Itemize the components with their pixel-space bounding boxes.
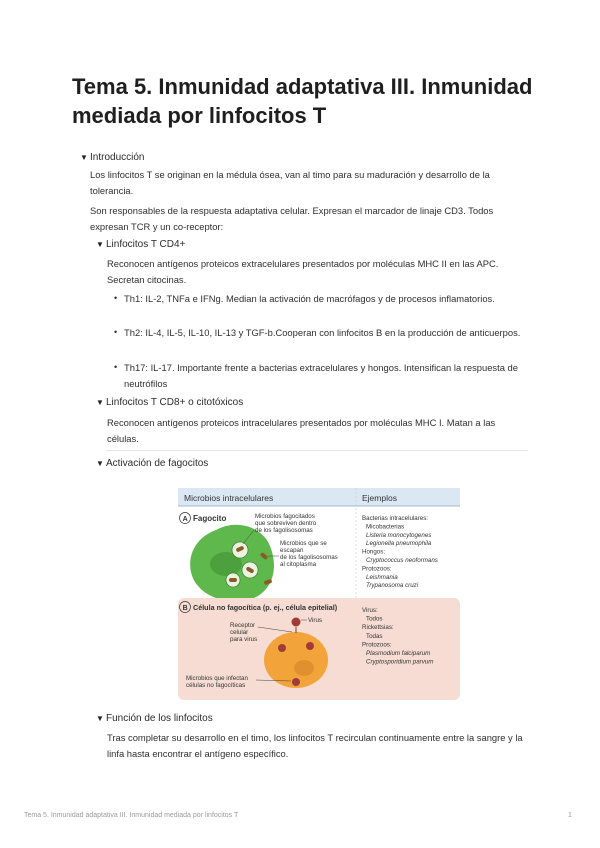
- example-item: Bacterias intracelulares:: [362, 515, 429, 522]
- list-item: • Th1: IL-2, TNFa e IFNg. Median la activación de macrófagos y de procesos inflamatorios.: [124, 291, 524, 307]
- paragraph: Son responsables de la respuesta adaptativa celular. Expresan el marcador de linaje CD3. Todos expresan TCR y un co-receptor:: [90, 205, 494, 232]
- triangle-down-icon: ▼: [96, 459, 104, 468]
- bullet-icon: •: [114, 293, 118, 303]
- panel-a-title: Fagocito: [193, 514, 227, 523]
- triangle-down-icon: ▼: [96, 240, 104, 249]
- microbe-icon: [229, 578, 237, 582]
- example-item: Todos: [366, 615, 383, 623]
- example-item: Virus:: [362, 607, 378, 614]
- example-item: Listeria monocytogenes: [366, 531, 432, 539]
- example-item: Micobacterias: [366, 523, 405, 531]
- figure-header-right: Ejemplos: [362, 493, 397, 503]
- example-item: Plasmodium falciparum: [366, 650, 431, 657]
- page-title: Tema 5. Inmunidad adaptativa III. Inmunidad mediada por linfocitos T: [72, 74, 533, 128]
- triangle-down-icon: ▼: [96, 714, 104, 723]
- bullet-icon: •: [114, 362, 118, 372]
- svg-text:de los fagolisosomas: de los fagolisosomas: [255, 527, 313, 534]
- svg-text:Microbios que infectan: Microbios que infectan: [186, 675, 248, 682]
- virus-icon: [292, 678, 300, 686]
- svg-text:celular: celular: [230, 629, 249, 636]
- paragraph: Reconocen antígenos proteicos intracelulares presentados por moléculas MHC I. Matan a las células.: [107, 417, 496, 444]
- toggle-label: Linfocitos T CD4+: [106, 239, 186, 250]
- svg-text:para virus: para virus: [230, 636, 258, 643]
- figure-header-left: Microbios intracelulares: [184, 493, 274, 503]
- cell-nucleus: [294, 660, 314, 676]
- toggle-introduccion[interactable]: [80, 151, 144, 165]
- intracellular-microbes-figure: [178, 488, 460, 700]
- svg-text:Microbios que se: Microbios que se: [280, 540, 327, 547]
- marker-b: B: [182, 605, 188, 612]
- svg-text:escapan: escapan: [280, 547, 304, 554]
- example-item: Hongos:: [362, 548, 386, 556]
- toggle-label: Activación de fagocitos: [106, 458, 209, 469]
- example-item: Todas: [366, 632, 383, 640]
- virus-icon: [306, 642, 314, 650]
- paragraph: Reconocen antígenos proteicos extracelulares presentados por moléculas MHC II en las APC. Secretan citocinas.: [107, 258, 499, 285]
- toggle-fagocitos[interactable]: [96, 457, 208, 471]
- infect-label: [186, 675, 248, 689]
- example-item: Protozoos:: [362, 565, 392, 573]
- paragraph: Tras completar su desarrollo en el timo, los linfocitos T recirculan continuamente entre la sangre y la linfa hasta encontrar el antígeno específico.: [107, 732, 523, 759]
- toggle-cd8[interactable]: [96, 396, 243, 410]
- svg-text:Receptor: Receptor: [230, 622, 256, 629]
- triangle-down-icon: ▼: [80, 153, 88, 162]
- example-item: Trypanosoma cruzi: [366, 582, 419, 590]
- divider: [106, 450, 528, 451]
- example-item: Cryptosporidium parvum: [366, 658, 434, 666]
- example-item: Protozoos:: [362, 641, 392, 649]
- triangle-down-icon: ▼: [96, 398, 104, 407]
- virus-icon: [292, 618, 301, 627]
- list-item: • Th17: IL-17. Importante frente a bacterias extracelulares y hongos. Intensifican la respuesta de neutrófilos: [114, 362, 518, 389]
- svg-text:que sobreviven dentro: que sobreviven dentro: [255, 520, 317, 527]
- virus-label: Virus: [308, 617, 322, 624]
- example-item: Rickettsias:: [362, 624, 394, 632]
- toggle-label: Función de los linfocitos: [106, 713, 213, 724]
- virus-icon: [278, 644, 286, 652]
- example-item: Cryptococcus neoformans: [366, 557, 438, 564]
- toggle-cd4[interactable]: [96, 238, 185, 252]
- toggle-funcion[interactable]: [96, 712, 213, 726]
- page-number: 1: [568, 812, 572, 819]
- panel-a-label-1: [255, 513, 317, 534]
- bullet-icon: •: [114, 327, 118, 337]
- example-item: Legionella pneumophila: [366, 540, 432, 548]
- svg-text:células no fagocíticas: células no fagocíticas: [186, 682, 246, 689]
- svg-text:al citoplasma: al citoplasma: [280, 561, 317, 568]
- panel-b-title: Célula no fagocítica (p. ej., célula epitelial): [193, 603, 338, 612]
- svg-text:Microbios fagocitados: Microbios fagocitados: [255, 513, 315, 520]
- svg-text:de los fagolisosomas: de los fagolisosomas: [280, 554, 338, 561]
- toggle-label: Introducción: [90, 152, 145, 163]
- toggle-label: Linfocitos T CD8+ o citotóxicos: [106, 397, 244, 408]
- paragraph: Los linfocitos T se originan en la médula ósea, van al timo para su maduración y desarrollo de la tolerancia.: [90, 169, 490, 196]
- example-item: Leishmania: [366, 573, 398, 581]
- marker-a: A: [182, 516, 188, 523]
- footer-title: Tema 5. Inmunidad adaptativa III. Inmunidad mediada por linfocitos T: [24, 812, 239, 819]
- panel-a-examples: [362, 515, 438, 589]
- list-item: • Th2: IL-4, IL-5, IL-10, IL-13 y TGF-b.Cooperan con linfocitos B en la producción de anticuerpos.: [124, 325, 524, 341]
- panel-a-label-2: [280, 540, 338, 568]
